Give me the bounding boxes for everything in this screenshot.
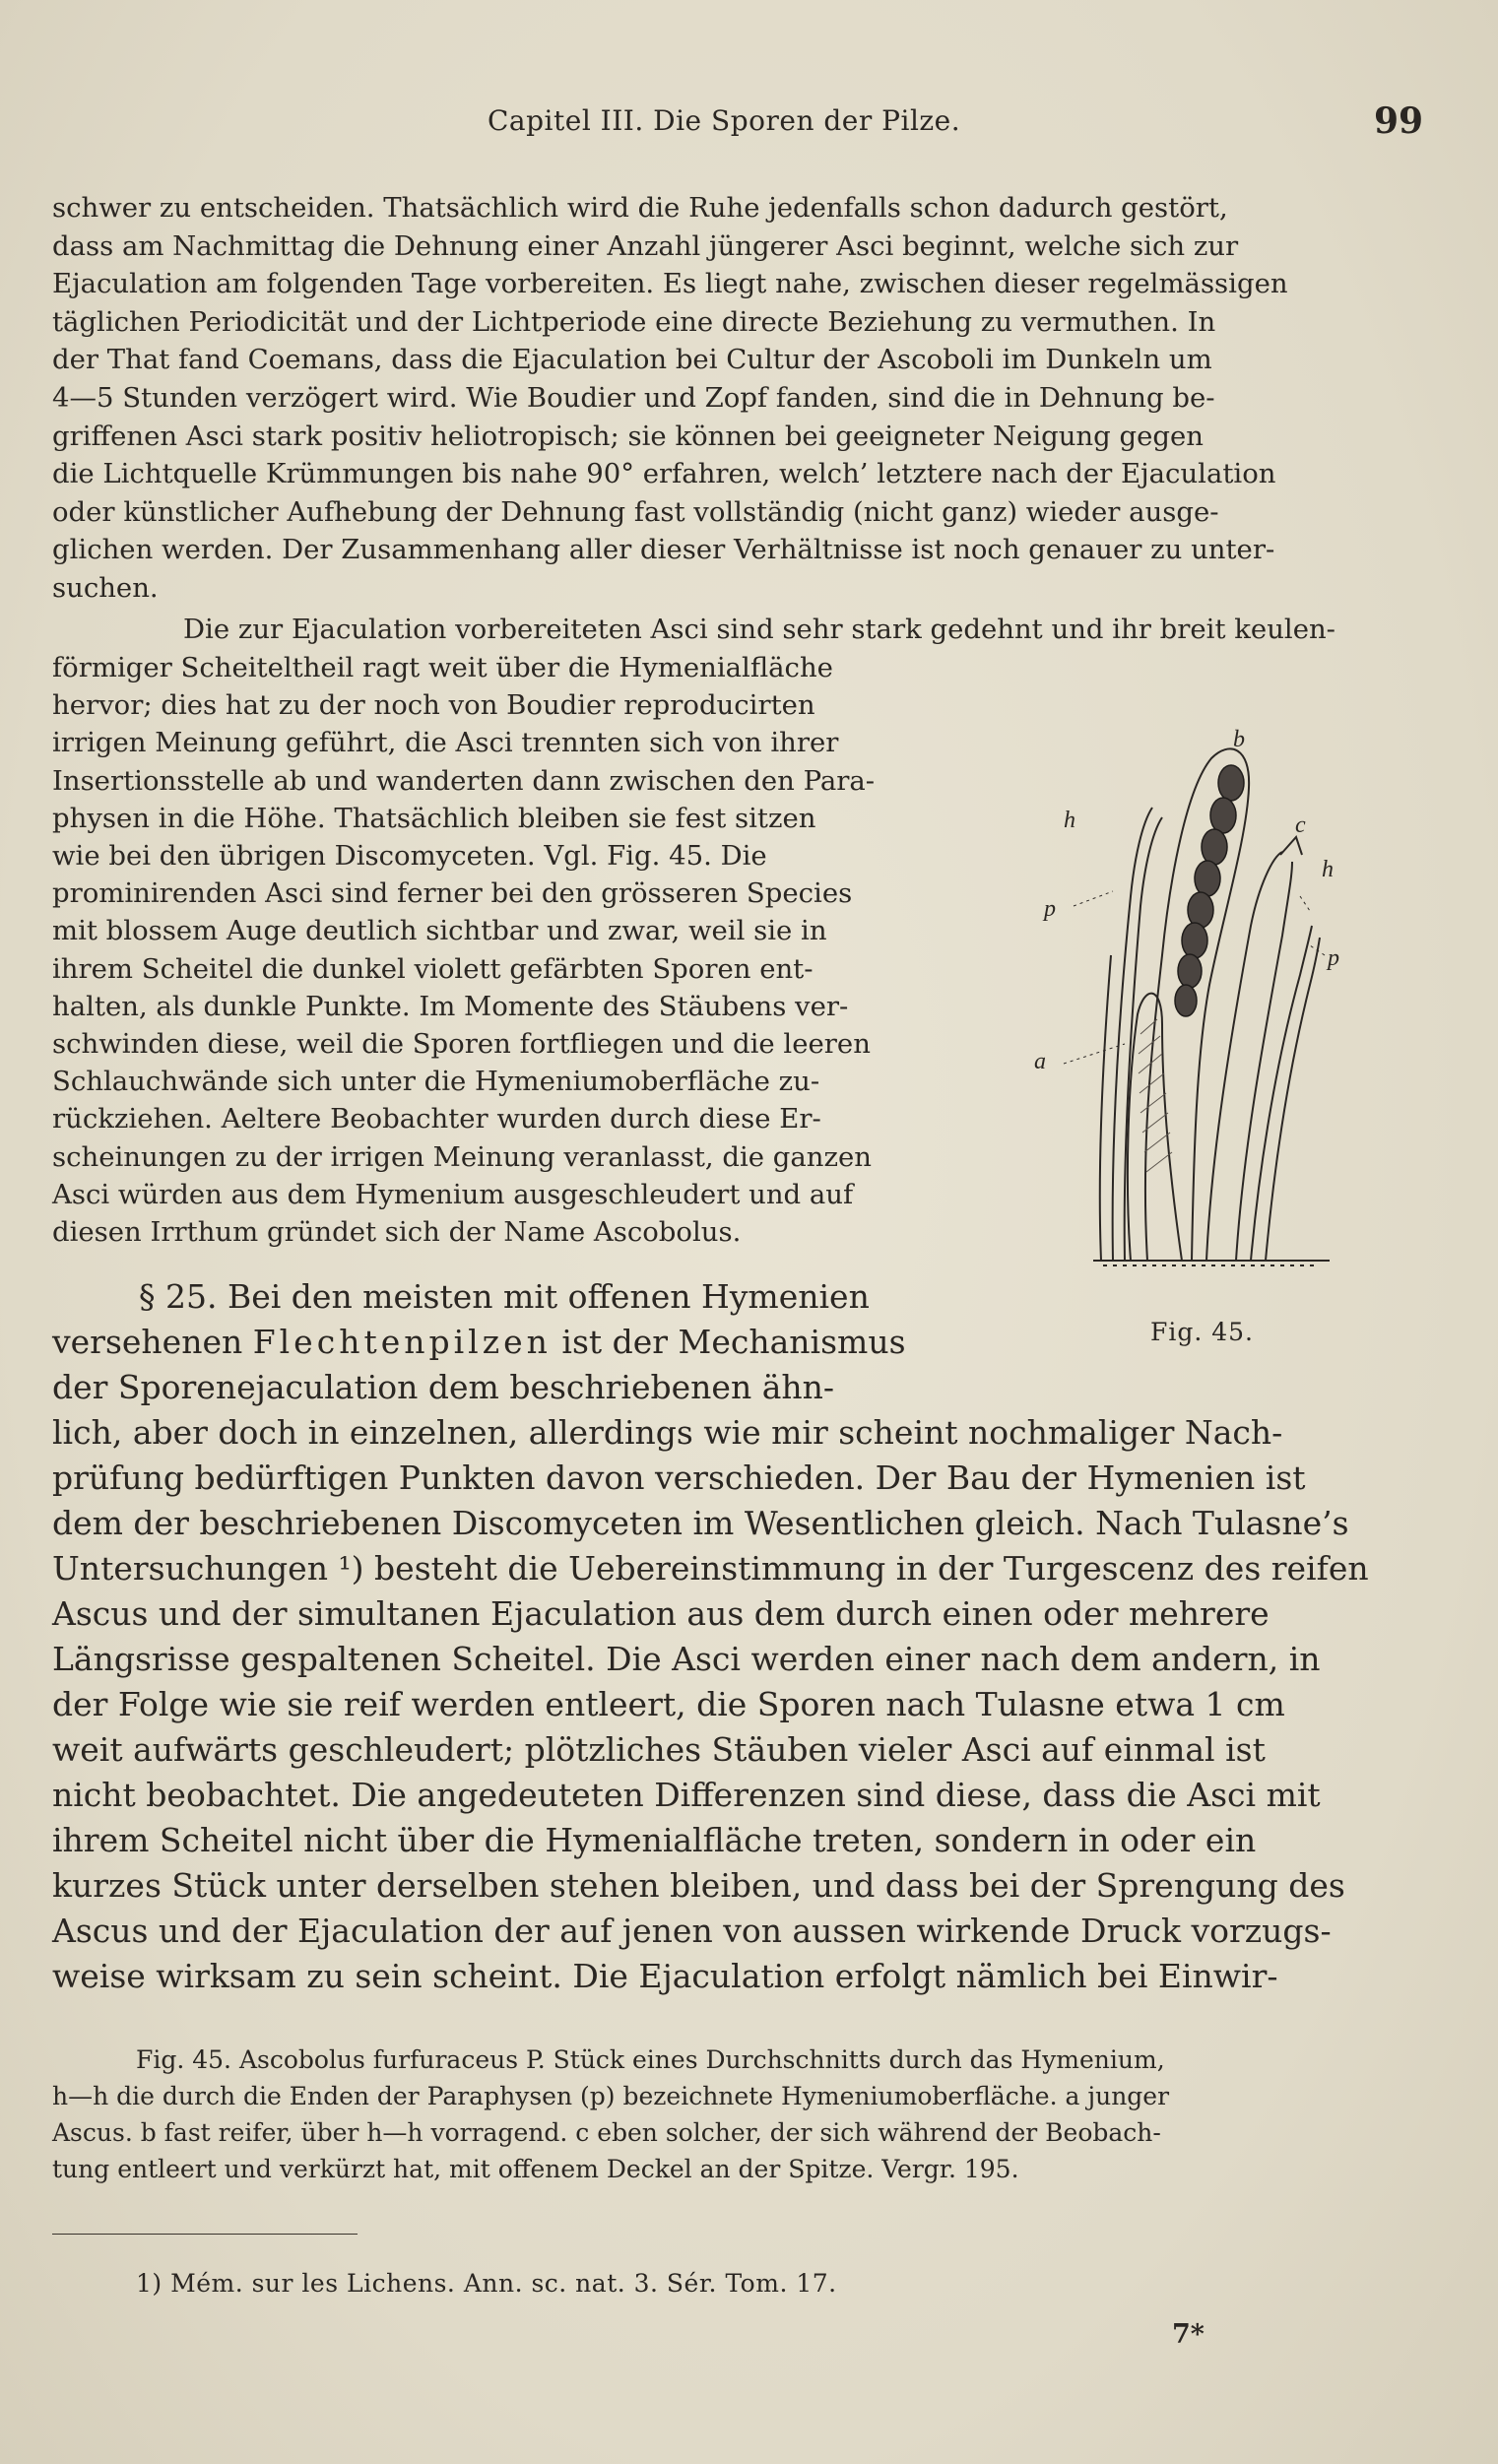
label-p-left: p [1044, 896, 1056, 922]
text-line: ihrem Scheitel die dunkel violett gefärbten Sporen ent- [52, 952, 814, 985]
text-line: Insertionsstelle ab und wanderten dann zwischen den Para- [52, 764, 876, 797]
text-line: Ascus und der Ejaculation der auf jenen von aussen wirkende Druck vorzugs- [52, 1912, 1332, 1950]
label-b: b [1233, 729, 1245, 752]
text-line: suchen. [52, 571, 159, 604]
text-line: ihrem Scheitel nicht über die Hymenialfläche treten, sondern in oder ein [52, 1821, 1257, 1859]
label-h-right: h [1322, 857, 1334, 882]
text-line: täglichen Periodicität und der Lichtperiode eine directe Beziehung zu vermuthen. In [52, 305, 1216, 338]
text-line: kurzes Stück unter derselben stehen bleiben, und dass bei der Sprengung des [52, 1866, 1345, 1905]
text-run: versehenen [52, 1323, 253, 1361]
figure-label: Fig. 45. [1150, 1318, 1254, 1346]
signature-mark: 7* [1172, 2319, 1205, 2350]
text-line: irrigen Meinung geführt, die Asci trennten sich von ihrer [52, 727, 839, 759]
text-line: glichen werden. Der Zusammenhang aller dieser Verhältnisse ist noch genauer zu unter- [52, 534, 1275, 566]
paragraph-asci-first-line [52, 611, 1419, 649]
text-line: halten, als dunkle Punkte. Im Momente des Stäubens ver- [52, 990, 849, 1022]
text-line: wie bei den übrigen Discomyceten. Vgl. Fig. 45. Die [52, 840, 767, 873]
text-line: der Folge wie sie reif werden entleert, die Sporen nach Tulasne etwa 1 cm [52, 1685, 1285, 1723]
text-line: physen in die Höhe. Thatsächlich bleiben sie fest sitzen [52, 802, 816, 834]
text-line: prüfung bedürftigen Punkten davon verschieden. Der Bau der Hymenien ist [52, 1459, 1306, 1497]
text-line: schwer zu entscheiden. Thatsächlich wird die Ruhe jedenfalls schon dadurch gestört, [52, 192, 1228, 224]
text-line: dass am Nachmittag die Dehnung einer Anzahl jüngerer Asci beginnt, welche sich zur [52, 229, 1239, 262]
text-run: ist der Mechanismus [551, 1323, 906, 1361]
text-line: hervor; dies hat zu der noch von Boudier reproducirten [52, 689, 815, 722]
text-line: Schlauchwände sich unter die Hymeniumoberfläche zu- [52, 1066, 820, 1098]
text-line: Ascus und der simultanen Ejaculation aus dem durch einen oder mehrere [52, 1594, 1270, 1633]
text-line: Untersuchungen ¹) besteht die Uebereinstimmung in der Turgescenz des reifen [52, 1549, 1369, 1588]
paragraph-intro [52, 189, 1419, 608]
text-line: Asci würden aus dem Hymenium ausgeschleudert und auf [52, 1178, 854, 1210]
figure-45 [1014, 729, 1408, 1280]
label-h-left: h [1064, 808, 1075, 833]
emphasis-spaced: Flechtenpilzen [252, 1323, 552, 1361]
text-line: nicht beobachtet. Die angedeuteten Differenzen sind diese, dass die Asci mit [52, 1776, 1321, 1814]
text-line: oder künstlicher Aufhebung der Dehnung fast vollständig (nicht ganz) wieder ausge- [52, 495, 1219, 528]
text-line: schwinden diese, weil die Sporen fortfliegen und die leeren [52, 1028, 871, 1061]
text-line: förmiger Scheiteltheil ragt weit über die Hymenialfläche [52, 652, 833, 683]
text-line: Die zur Ejaculation vorbereiteten Asci sind sehr stark gedehnt und ihr breit keulen- [183, 614, 1335, 645]
footnote: 1) Mém. sur les Lichens. Ann. sc. nat. 3. Sér. Tom. 17. [136, 2269, 837, 2298]
label-c: c [1295, 812, 1306, 838]
page-header [0, 100, 1498, 150]
text-line: § 25. Bei den meisten mit offenen Hymenien [139, 1277, 870, 1316]
text-line: die Lichtquelle Krümmungen bis nahe 90° erfahren, welch’ letztere nach der Ejaculation [52, 458, 1276, 490]
text-line: diesen Irrthum gründet sich der Name Ascobolus. [52, 1216, 742, 1249]
caption-line: h—h die durch die Enden der Paraphysen (p) bezeichnete Hymeniumoberfläche. a junger [52, 2082, 1170, 2110]
paragraph-asci-wrapped [52, 649, 963, 1251]
text-line: rückziehen. Aeltere Beobachter wurden durch diese Er- [52, 1103, 821, 1135]
text-line: scheinungen zu der irrigen Meinung veranlasst, die ganzen [52, 1140, 872, 1173]
text-line: weise wirksam zu sein scheint. Die Ejaculation erfolgt nämlich bei Einwir- [52, 1957, 1278, 1995]
page-number: 99 [1374, 100, 1424, 142]
text-line: der That fand Coemans, dass die Ejaculation bei Cultur der Ascoboli im Dunkeln um [52, 344, 1212, 376]
caption-line: tung entleert und verkürzt hat, mit offenem Deckel an der Spitze. Vergr. 195. [52, 2155, 1019, 2183]
text-line: prominirenden Asci sind ferner bei den grösseren Species [52, 877, 853, 910]
paragraph-25-full [52, 1410, 1419, 1999]
footnote-rule [52, 2234, 358, 2235]
label-a: a [1034, 1049, 1046, 1074]
caption-line: Ascus. b fast reifer, über h—h vorragend. c eben solcher, der sich während der Beobach- [52, 2118, 1161, 2147]
text-line: griffenen Asci stark positiv heliotropisch; sie können bei geeigneter Neigung gegen [52, 420, 1204, 452]
text-line: dem der beschriebenen Discomyceten im Wesentlichen gleich. Nach Tulasne’s [52, 1504, 1349, 1542]
ascobolus-illustration [1014, 729, 1408, 1280]
text-line: 4—5 Stunden verzögert wird. Wie Boudier und Zopf fanden, sind die in Dehnung be- [52, 381, 1215, 414]
text-line: Längsrisse gespaltenen Scheitel. Die Asci werden einer nach dem andern, in [52, 1640, 1321, 1678]
caption-line: Fig. 45. Ascobolus furfuraceus P. Stück eines Durchschnitts durch das Hymenium, [136, 2045, 1165, 2074]
text-line: lich, aber doch in einzelnen, allerdings wie mir scheint nochmaliger Nach- [52, 1413, 1283, 1452]
running-head: Capitel III. Die Sporen der Pilze. [488, 104, 961, 137]
text-line: der Sporenejaculation dem beschriebenen ähn- [52, 1368, 835, 1406]
paragraph-25-wrapped [52, 1274, 963, 1410]
figure-caption [52, 2042, 1419, 2187]
label-p-right: p [1328, 945, 1339, 971]
text-line: mit blossem Auge deutlich sichtbar und zwar, weil sie in [52, 915, 827, 947]
text-line: weit aufwärts geschleudert; plötzliches Stäuben vieler Asci auf einmal ist [52, 1730, 1266, 1769]
text-line [52, 1320, 963, 1365]
text-line: Ejaculation am folgenden Tage vorbereiten. Es liegt nahe, zwischen dieser regelmässigen [52, 268, 1288, 300]
